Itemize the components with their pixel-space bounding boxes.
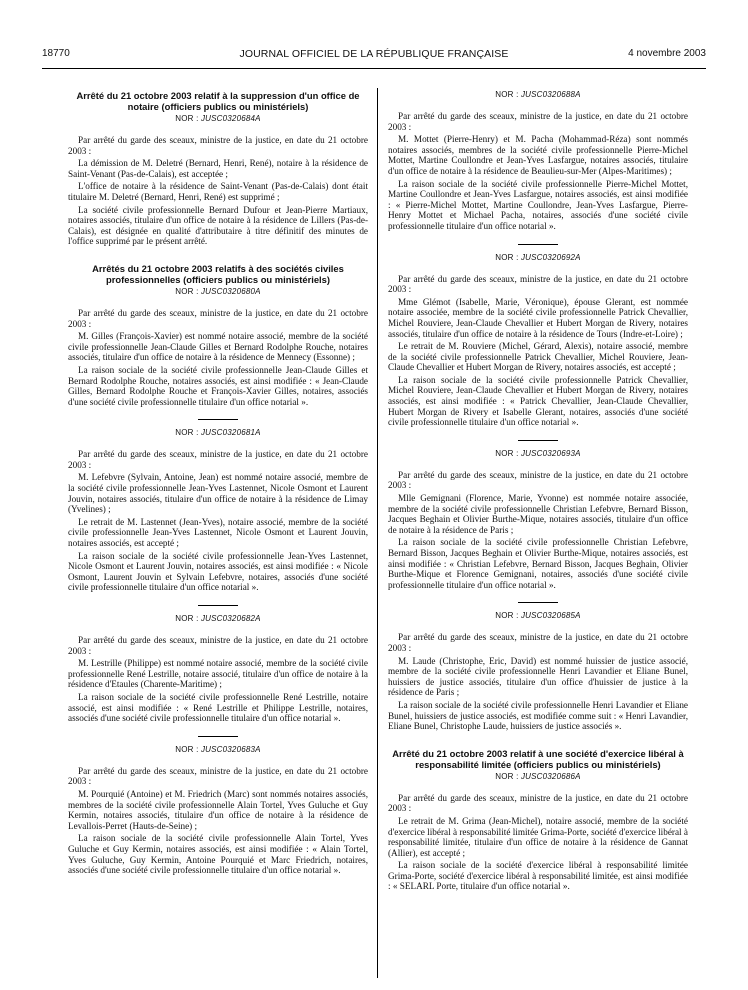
nor-label: NOR : [175, 114, 199, 123]
paragraph: Mme Glémot (Isabelle, Marie, Véronique), épouse Glerant, est nommée notaire associée, membre de la société civile professionnelle Patrick Chevallier, Michel Rouviere, Jean-Claude Chevallier et Hubert Morgan de Rivery, notaires associés, titulaire d'un office de notaire à la résidence de Tours (Indre-et-Loire) ; [388, 296, 688, 339]
paragraph: La raison sociale de la société civile professionnelle Alain Tortel, Yves Guluche et Guy Kermin, notaires associés, est ainsi modifiée : « Alain Tortel, Yves Guluche, Guy Kermin, Antoine Pourquié et Marc Friedrich, notaires, associés d'une société civile professionnelle titulaire d'un office notarial ». [68, 833, 368, 876]
nor-code: JUSC0320685A [520, 611, 581, 621]
nor-code: JUSC0320693A [520, 448, 581, 458]
paragraph: Par arrêté du garde des sceaux, ministre de la justice, en date du 21 octobre 2003 : [388, 469, 688, 491]
paragraph: Par arrêté du garde des sceaux, ministre de la justice, en date du 21 octobre 2003 : [388, 111, 688, 132]
paragraph: M. Lefebvre (Sylvain, Antoine, Jean) est nommé notaire associé, membre de la société civile professionnelle Jean-Yves Lastennet, Nicole Osmont et Laurent Jouvin, notaires associés, titulaire d'un office de notaire à la résidence de Limay (Yvelines) ; [68, 472, 368, 515]
section-separator [518, 244, 558, 245]
page-header [42, 48, 706, 64]
paragraph: Le retrait de M. Lastennet (Jean-Yves), notaire associé, membre de la société civile professionnelle Jean-Yves Lastennet, Nicole Osmont et Laurent Jouvin, notaires associés, est accepté ; [68, 516, 368, 549]
paragraph: M. Mottet (Pierre-Henry) et M. Pacha (Mohammad-Réza) sont nommés notaires associés, membres de la société civile professionnelle Pierre-Michel Mottet, Martine Coullondre et Jean-Yves Lasfargue, notaires associés, titulaire d'un office de notaire à la résidence de Beaulieu-sur-Mer (Alpes-Maritimes) ; [388, 134, 688, 176]
nor-code: JUSC0320681A [200, 428, 261, 438]
nor-reference [68, 614, 368, 623]
decree-section [388, 611, 688, 731]
paragraph: Par arrêté du garde des sceaux, ministre de la justice, en date du 21 octobre 2003 : [388, 632, 688, 653]
nor-label: NOR : [175, 744, 199, 754]
decree-section [68, 428, 368, 593]
decree-title: Arrêté du 21 octobre 2003 relatif à une société d'exercice libéral à responsabilité limitée (officiers publics ou ministériels) [392, 747, 684, 770]
column-divider [377, 88, 378, 978]
nor-reference [68, 287, 368, 296]
nor-code: JUSC0320680A [200, 286, 261, 296]
paragraph: M. Pourquié (Antoine) et M. Friedrich (Marc) sont nommés notaires associés, membres de la société civile professionnelle Alain Tortel, Yves Guluche et Guy Kermin, notaires associés, titulaire d'un office de notaire à la résidence de Levallois-Perret (Hauts-de-Seine) ; [68, 788, 368, 831]
decree-section [68, 614, 368, 724]
paragraph: Par arrêté du garde des sceaux, ministre de la justice, en date du 21 octobre 2003 : [68, 635, 368, 656]
nor-code: JUSC0320684A [200, 114, 261, 123]
paragraph: La démission de M. Deletré (Bernard, Henri, René), notaire à la résidence de Saint-Venant (Pas-de-Calais), est acceptée ; [68, 158, 368, 179]
paragraph: M. Lestrille (Philippe) est nommé notaire associé, membre de la société civile professionnelle René Lestrille, notaire associé, titulaire d'un office de notaire à la résidence d'Etaules (Charente-Maritime) ; [68, 658, 368, 690]
journal-title: JOURNAL OFFICIEL DE LA RÉPUBLIQUE FRANÇAISE [239, 48, 509, 60]
paragraph: La raison sociale de la société civile professionnelle Henri Lavandier et Eliane Bunel, huissiers de justice associés, est modifiée comme suit : « Henri Lavandier, Eliane Bunel, Christophe Laude, huissiers de justice associés ». [388, 699, 688, 732]
nor-code: JUSC0320692A [520, 252, 581, 262]
paragraph: Par arrêté du garde des sceaux, ministre de la justice, en date du 21 octobre 2003 : [68, 135, 368, 156]
paragraph: Mlle Gemignani (Florence, Marie, Yvonne) est nommée notaire associée, membre de la société civile professionnelle Christian Lefebvre, Bernard Bisson, Jacques Beghain et Olivier Burthe-Mique, notaires associés, titulaire d'un office de notaire à la résidence de Paris ; [388, 493, 688, 535]
paragraph: La raison sociale de la société civile professionnelle Jean-Claude Gilles et Bernard Rodolphe Rouche, notaires associés, est ainsi modifiée : « Jean-Claude Gilles, Bernard Rodolphe Rouche et François-Xavier Gilles, notaires, associés d'une société civile professionnelle titulaire d'un office notarial ». [68, 364, 368, 407]
nor-label: NOR : [495, 90, 519, 99]
right-column [388, 90, 688, 894]
paragraph: M. Laude (Christophe, Eric, David) est nommé huissier de justice associé, membre de la société civile professionnelle Henri Lavandier et Eliane Bunel, huissiers de justice associés, titulaire d'un office d'huissier de justice à la résidence de Paris ; [388, 655, 688, 698]
nor-reference [388, 611, 688, 620]
paragraph: Par arrêté du garde des sceaux, ministre de la justice, en date du 21 octobre 2003 : [68, 307, 368, 329]
section-separator [518, 602, 558, 603]
decree-section [68, 745, 368, 876]
nor-reference [388, 772, 688, 781]
nor-label: NOR : [175, 428, 199, 438]
decree-title: Arrêté du 21 octobre 2003 relatif à la suppression d'un office de notaire (officiers publics ou ministériels) [76, 90, 360, 112]
paragraph: La société civile professionnelle Bernard Dufour et Jean-Pierre Martiaux, notaires associés, titulaire d'un office de notaire à la résidence de Lillers (Pas-de-Calais), est désignée en qualité d'attributaire à titre définitif des minutes de l'office supprimé par le présent arrêté. [68, 204, 368, 247]
paragraph: La raison sociale de la société civile professionnelle René Lestrille, notaire associé, est ainsi modifiée : « René Lestrille et Philippe Lestrille, notaires, associés d'une société civile professionnelle titulaire d'un office notarial ». [68, 691, 368, 724]
section-separator [198, 419, 238, 420]
paragraph: Le retrait de M. Rouviere (Michel, Gérard, Alexis), notaire associé, membre de la société civile professionnelle Patrick Chevallier, Michel Rouviere, Jean-Claude Chevallier et Hubert Morgan de Rivery, notaires associés, est accepté ; [388, 341, 688, 373]
paragraph: La raison sociale de la société civile professionnelle Jean-Yves Lastennet, Nicole Osmont et Laurent Jouvin, notaires associés, est ainsi modifiée : « Nicole Osmont, Laurent Jouvin et Sylvain Lefebvre, notaires, associés d'une société civile professionnelle titulaire d'un office notarial ». [68, 550, 368, 593]
left-column [68, 90, 368, 878]
nor-label: NOR : [495, 252, 519, 262]
paragraph: Par arrêté du garde des sceaux, ministre de la justice, en date du 21 octobre 2003 : [388, 792, 688, 814]
section-separator [198, 736, 238, 737]
issue-date: 4 novembre 2003 [628, 48, 706, 59]
nor-label: NOR : [495, 611, 519, 621]
paragraph: Par arrêté du garde des sceaux, ministre de la justice, en date du 21 octobre 2003 : [68, 449, 368, 470]
nor-reference [388, 253, 688, 262]
nor-reference [388, 90, 688, 99]
section-gap [68, 249, 368, 263]
nor-reference [68, 114, 368, 123]
paragraph: Le retrait de M. Grima (Jean-Michel), notaire associé, membre de la société d'exercice libéral à responsabilité limitée Grima-Porte, société d'exercice libéral à responsabilité limitée, titulaire d'un office de notaire à la résidence de Gannat (Allier), est accepté ; [388, 815, 688, 858]
decree-section [388, 449, 688, 591]
nor-code: JUSC0320688A [520, 90, 581, 99]
paragraph: La raison sociale de la société civile professionnelle Christian Lefebvre, Bernard Bisson, Jacques Beghain et Olivier Burthe-Mique, notaires associés, est ainsi modifiée : « Christian Lefebvre, Bernard Bisson, Jacques Beghain, Olivier Burthe-Mique et Florence Gemignani, notaires, associés d'une société civile professionnelle titulaire d'un office notarial ». [388, 537, 688, 590]
paragraph: M. Gilles (François-Xavier) est nommé notaire associé, membre de la société civile professionnelle Jean-Claude Gilles et Bernard Rodolphe Rouche, notaires associés, titulaire d'un office de notaire à la résidence de Mennecy (Essonne) ; [68, 331, 368, 363]
section-separator [198, 605, 238, 606]
section-separator [518, 440, 558, 441]
decree-section [388, 90, 688, 232]
nor-label: NOR : [495, 771, 519, 781]
paragraph: Par arrêté du garde des sceaux, ministre de la justice, en date du 21 octobre 2003 : [68, 765, 368, 787]
paragraph: L'office de notaire à la résidence de Saint-Venant (Pas-de-Calais) dont était titulaire M. Deletré (Bernard, Henri, René) est supprimé ; [68, 181, 368, 202]
nor-label: NOR : [495, 448, 519, 458]
nor-label: NOR : [175, 286, 199, 296]
page-number: 18770 [42, 48, 70, 59]
decree-section [388, 253, 688, 428]
paragraph: La raison sociale de la société civile professionnelle Pierre-Michel Mottet, Martine Coullondre et Jean-Yves Lasfargue, notaires associés, est ainsi modifiée : « Pierre-Michel Mottet, Martine Coullondre, Jean-Yves Lasfargue, Pierre-Henry Mottet et Michael Pacha, notaires, associés d'une société civile professionnelle titulaire d'un office notarial ». [388, 178, 688, 231]
nor-code: JUSC0320683A [200, 744, 261, 754]
decree-title: Arrêtés du 21 octobre 2003 relatifs à des sociétés civiles professionnelles (officiers publics ou ministériels) [92, 262, 344, 285]
decree-section [388, 748, 688, 892]
nor-reference [68, 428, 368, 437]
decree-section [68, 263, 368, 407]
paragraph: La raison sociale de la société d'exercice libéral à responsabilité limitée Grima-Porte, société d'exercice libéral à responsabilité limitée, est ainsi modifiée : « SELARL Porte, titulaire d'un office notarial ». [388, 860, 688, 892]
nor-label: NOR : [175, 614, 199, 623]
nor-reference [388, 449, 688, 458]
decree-section [68, 90, 368, 247]
header-rule [42, 68, 706, 69]
nor-reference [68, 745, 368, 754]
paragraph: Par arrêté du garde des sceaux, ministre de la justice, en date du 21 octobre 2003 : [388, 273, 688, 295]
nor-code: JUSC0320686A [520, 771, 581, 781]
section-gap [388, 734, 688, 748]
paragraph: La raison sociale de la société civile professionnelle Patrick Chevallier, Michel Rouviere, Jean-Claude Chevallier et Hubert Morgan de Rivery, notaires associés, est ainsi modifiée : « Patrick Chevallier, Jean-Claude Chevallier, Hubert Morgan de Rivery et Isabelle Glerant, notaires, associés d'une société civile professionnelle titulaire d'un office notarial ». [388, 374, 688, 428]
nor-code: JUSC0320682A [200, 614, 261, 623]
